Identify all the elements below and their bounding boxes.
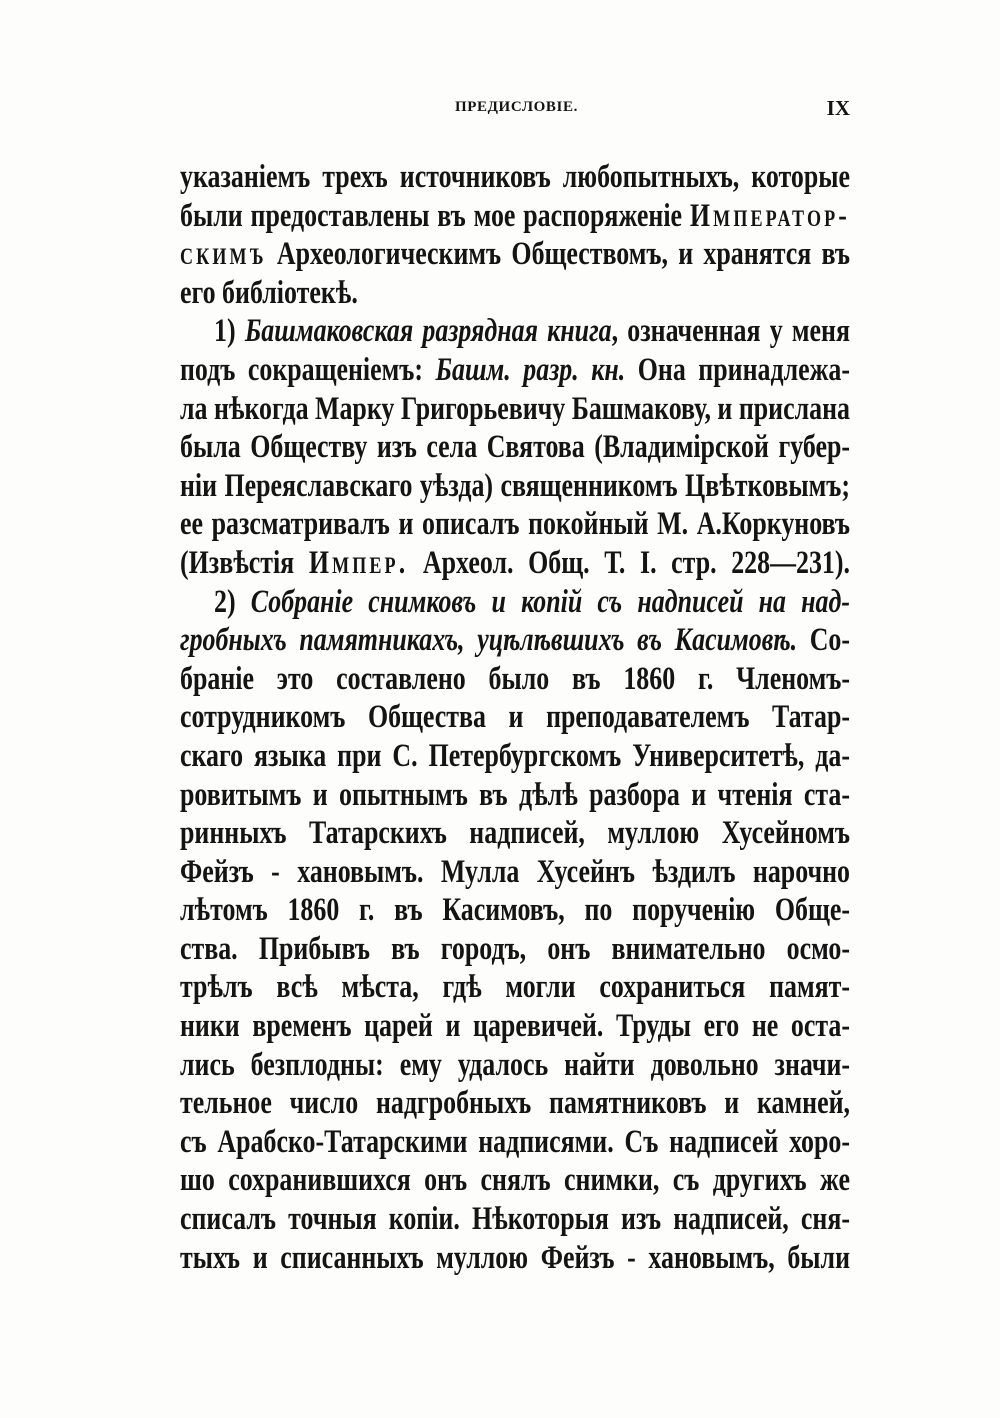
text-run: Фейзъ - хановымъ. Мулла Хусейнъ ѣздилъ нарочно	[180, 853, 850, 890]
text-line	[180, 1046, 850, 1085]
text-run: ники временъ царей и царевичей. Труды его не оста-	[180, 1008, 850, 1045]
text-line	[180, 1239, 850, 1278]
text-line	[180, 1007, 850, 1046]
body-text	[180, 158, 850, 1277]
text-line	[180, 1200, 850, 1239]
spaced-caps-text: Импер.	[308, 544, 409, 581]
text-run: скаго языка при С. Петербургскомъ Университетѣ, да-	[180, 737, 850, 774]
text-line	[180, 891, 850, 930]
text-run: Она принадлежа-	[625, 351, 850, 388]
text-line	[180, 621, 850, 660]
text-line	[180, 428, 850, 467]
text-run: Археологическимъ Обществомъ, и хранятся въ	[266, 236, 850, 273]
text-line	[180, 776, 850, 815]
page-number: IX	[826, 96, 850, 120]
text-run: 2)	[214, 583, 251, 620]
paragraph	[180, 312, 850, 582]
text-run: списалъ точныя копіи. Нѣкоторыя изъ надписей, сня-	[180, 1201, 850, 1238]
text-run: (Извѣстія	[180, 544, 309, 581]
text-line	[180, 737, 850, 776]
paragraph	[180, 583, 850, 1278]
text-run: Со-	[797, 622, 850, 659]
text-run: его библіотекѣ.	[180, 274, 358, 311]
text-line	[180, 312, 850, 351]
text-line	[180, 968, 850, 1007]
paragraph	[180, 158, 850, 312]
text-run: 1)	[214, 313, 245, 350]
text-run: ніи Переяславскаго уѣзда) священникомъ Цвѣтковымъ;	[180, 467, 850, 504]
text-run: тельное число надгробныхъ памятниковъ и камней,	[180, 1085, 850, 1122]
text-line	[180, 158, 850, 197]
text-run: браніе это составлено было въ 1860 г. Членомъ-	[180, 660, 850, 697]
text-line	[180, 1084, 850, 1123]
spaced-caps-text: Император-	[689, 197, 850, 234]
text-line	[180, 544, 850, 583]
text-line	[180, 235, 850, 274]
spaced-caps-text: скимъ	[180, 236, 267, 273]
text-line	[180, 1161, 850, 1200]
text-run: ства. Прибывъ въ городъ, онъ внимательно осмо-	[180, 930, 850, 967]
italic-text: гробныхъ памятникахъ, уцѣлѣвшихъ въ Касимовѣ.	[180, 622, 798, 659]
text-line	[180, 467, 850, 506]
text-run: лѣтомъ 1860 г. въ Касимовъ, по порученію Обще-	[180, 892, 850, 929]
text-line	[180, 853, 850, 892]
text-line	[180, 197, 850, 236]
text-line	[180, 351, 850, 390]
text-line	[180, 698, 850, 737]
text-run: ла нѣкогда Марку Григорьевичу Башмакову, и прислана	[180, 390, 850, 427]
text-run: съ Арабско-Татарскими надписями. Съ надписей хоро-	[180, 1123, 850, 1160]
text-run: ее разсматривалъ и описалъ покойный М. А.Коркуновъ	[180, 506, 850, 543]
italic-text: Башм. разр. кн.	[435, 351, 626, 388]
text-run: Археол. Общ. Т. I. стр. 228—231).	[408, 544, 850, 581]
text-line	[180, 660, 850, 699]
text-run: трѣлъ всѣ мѣста, гдѣ могли сохраниться памят-	[180, 969, 850, 1006]
text-run: были предоставлены въ мое распоряженіе	[180, 197, 690, 234]
italic-text: Башмаковская разрядная книга	[244, 313, 612, 350]
text-line	[180, 390, 850, 429]
italic-text: Собраніе снимковъ и копій съ надписей на над-	[250, 583, 851, 620]
text-line	[180, 274, 850, 313]
text-run: ринныхъ Татарскихъ надписей, муллою Хусейномъ	[180, 815, 850, 852]
text-run: сотрудникомъ Общества и преподавателемъ Татар-	[180, 699, 850, 736]
text-line	[180, 814, 850, 853]
text-line	[180, 505, 850, 544]
text-run: указаніемъ трехъ источниковъ любопытныхъ, которые	[180, 159, 850, 195]
running-head: ПРЕДИСЛОВІЕ.	[455, 99, 578, 115]
text-run: подъ сокращеніемъ:	[180, 351, 436, 388]
text-run: лись безплодны: ему удалось найти довольно значи-	[180, 1046, 850, 1083]
text-run: , означенная у меня	[611, 313, 850, 350]
text-line	[180, 930, 850, 969]
text-run: ровитымъ и опытнымъ въ дѣлѣ разбора и чтенія ста-	[180, 776, 850, 813]
text-line	[180, 1123, 850, 1162]
text-line	[180, 583, 850, 622]
text-run: была Обществу изъ села Святова (Владимірской губер-	[180, 429, 850, 466]
text-run: шо сохранившихся онъ снялъ снимки, съ другихъ же	[180, 1162, 850, 1199]
text-run: тыхъ и списанныхъ муллою Фейзъ - хановымъ, были	[180, 1239, 850, 1276]
